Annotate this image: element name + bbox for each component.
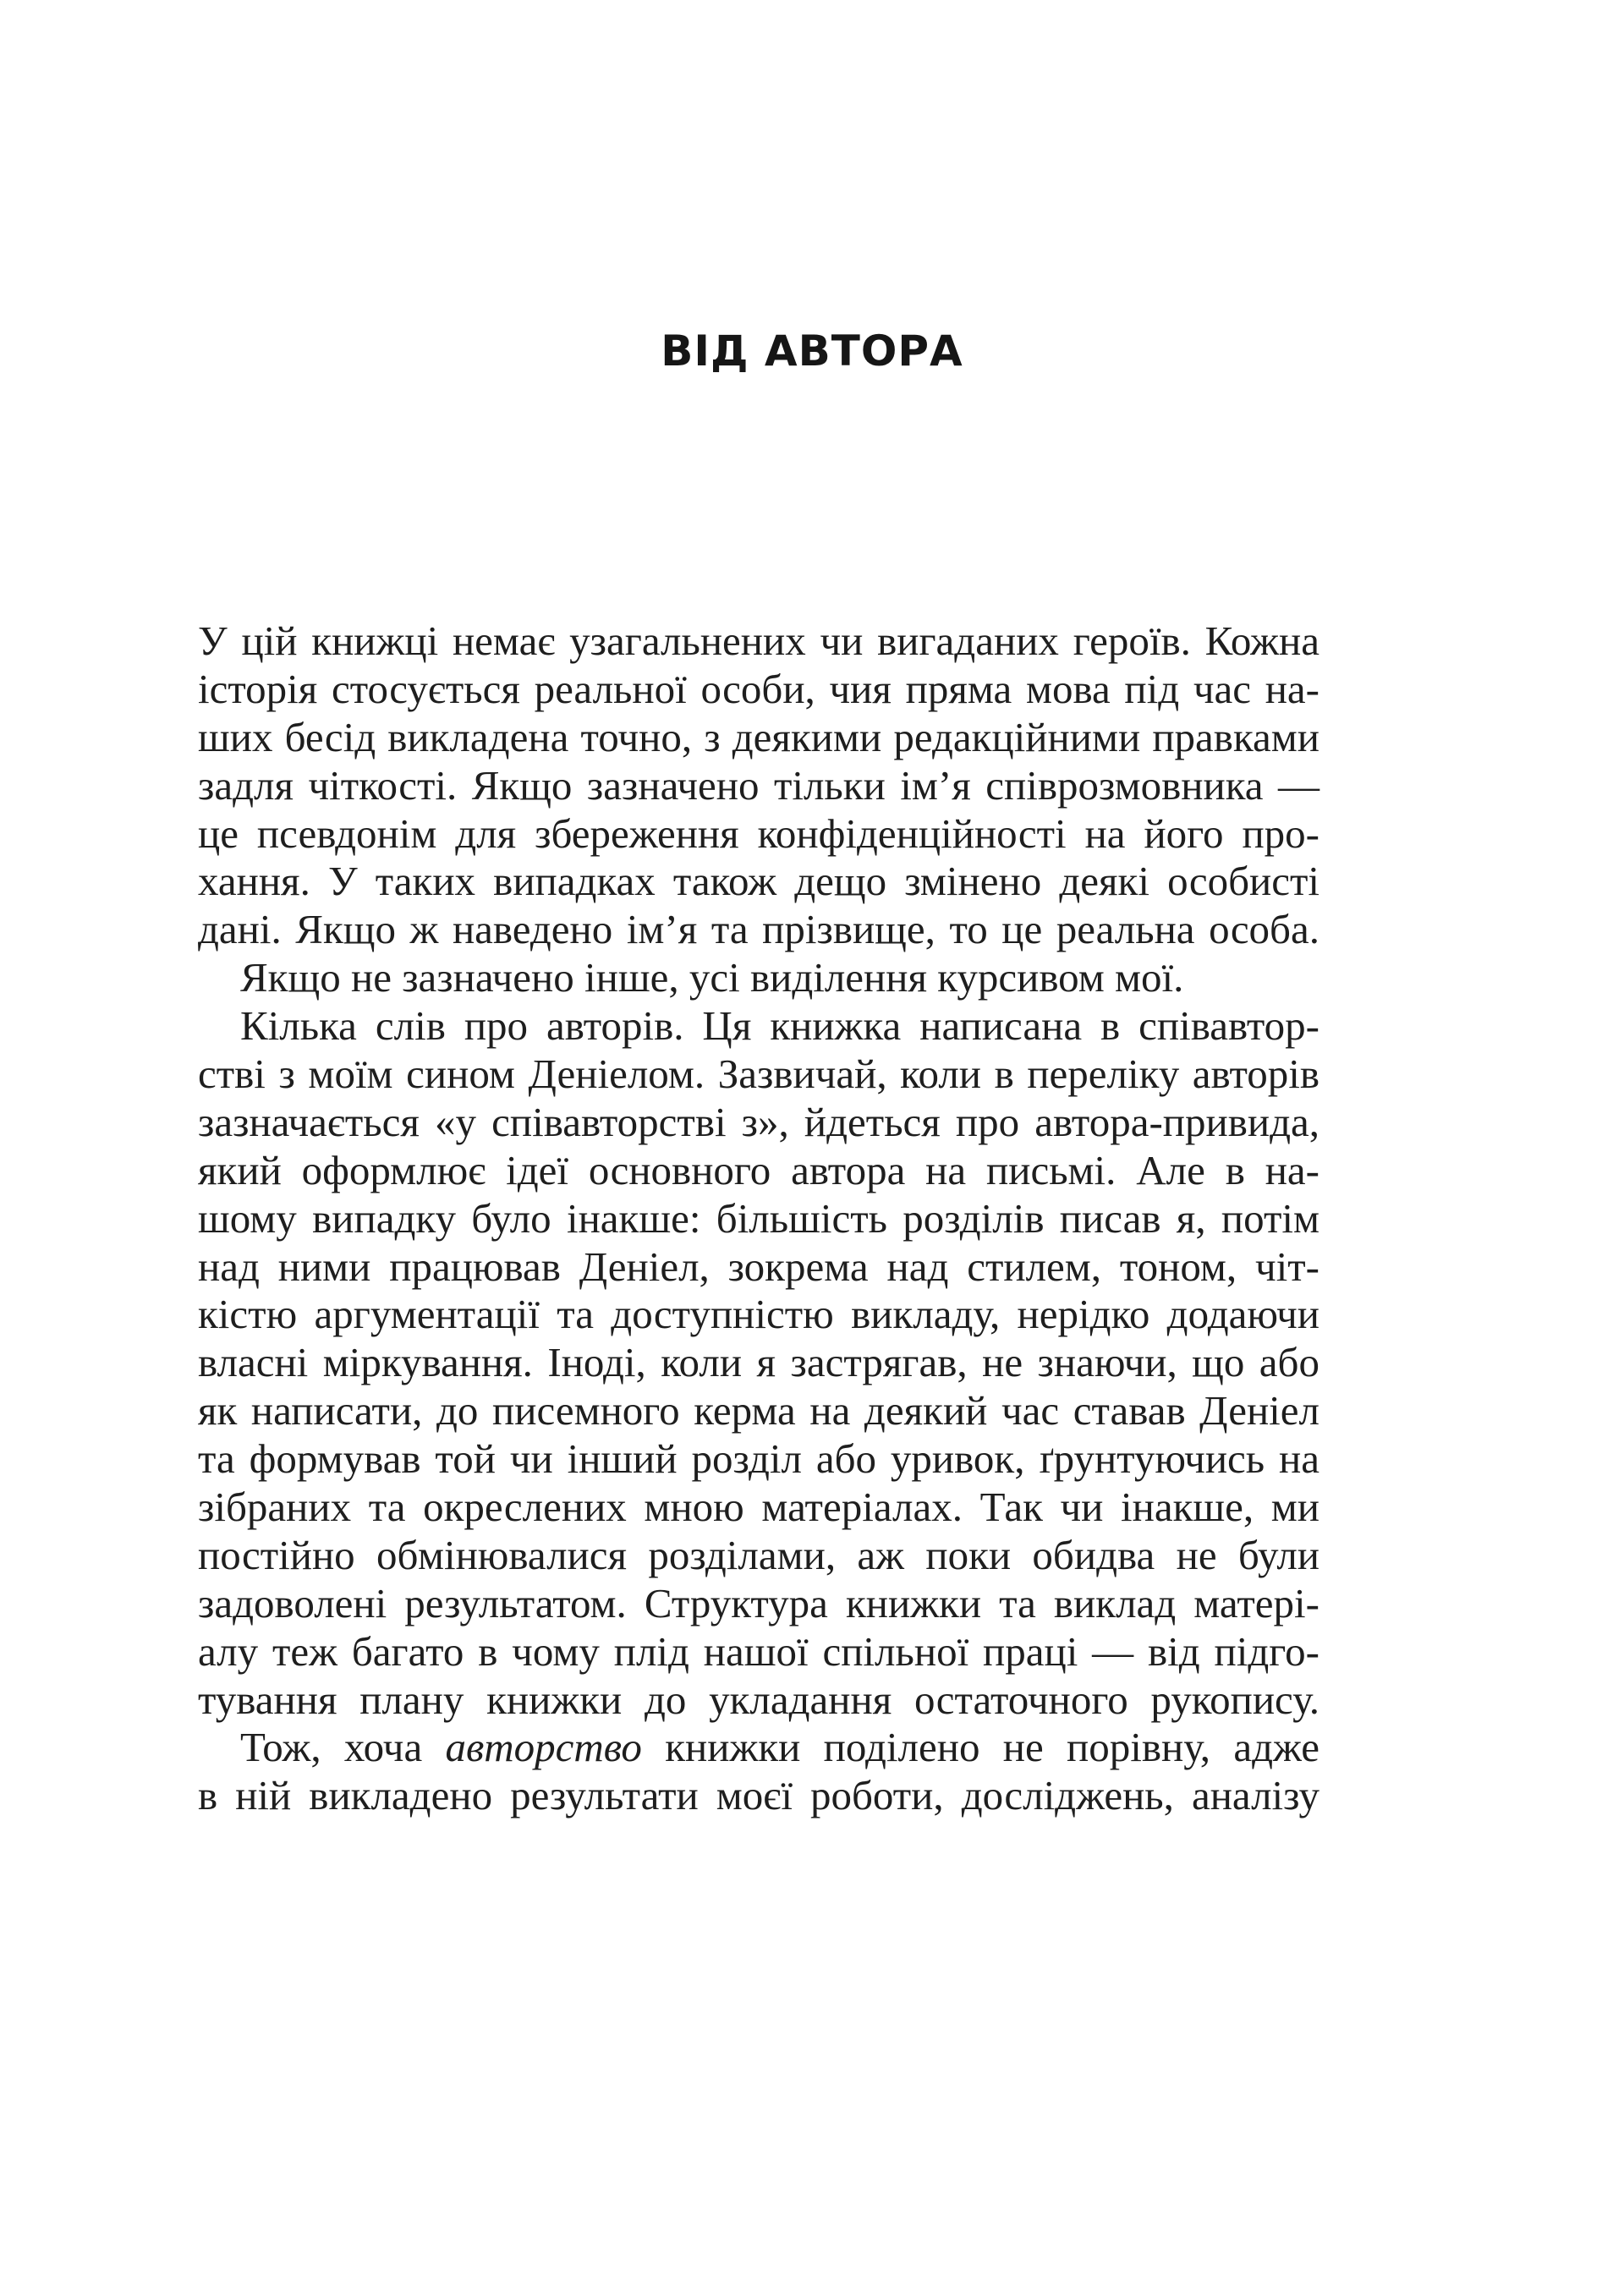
text-line: в ній викладено результати моєї роботи, досліджень, аналізу — [198, 1772, 1320, 1819]
text-line: стві з моїм сином Деніелом. Зазвичай, коли в переліку авторів — [198, 1050, 1320, 1098]
text-line: У цій книжці немає узагальнених чи вигаданих героїв. Кожна — [198, 617, 1320, 664]
text-line: алу теж багато в чому плід нашої спільної праці — від підго- — [198, 1627, 1320, 1675]
text-line: власні міркування. Іноді, коли я застрягав, не знаючи, що або — [198, 1339, 1320, 1386]
text-line: це псевдонім для збереження конфіденційності на його про- — [198, 809, 1320, 857]
text-line — [198, 1724, 1320, 1772]
text-line: та формував той чи інший розділ або уривок, ґрунтуючись на — [198, 1435, 1320, 1483]
text-line: задля чіткості. Якщо зазначено тільки ім’я співрозмовника — — [198, 761, 1320, 809]
body-text — [198, 617, 1320, 1820]
text-line: ших бесід викладена точно, з деякими редакційними правками — [198, 713, 1320, 760]
text-line: кістю аргументації та доступністю викладу, нерідко додаючи — [198, 1291, 1320, 1338]
text-line: задоволені результатом. Структура книжки та виклад матері- — [198, 1579, 1320, 1626]
text-line: як написати, до писемного керма на деякий час ставав Деніел — [198, 1387, 1320, 1434]
text-line: історія стосується реальної особи, чия пряма мова під час на- — [198, 665, 1320, 712]
chapter-heading: ВІД АВТОРА — [661, 326, 963, 376]
text-line: зазначається «у співавторстві з», йдеться про автора-привида, — [198, 1098, 1320, 1145]
text-line: зібраних та окреслених мною матеріалах. Так чи інакше, ми — [198, 1484, 1320, 1531]
text-line: хання. У таких випадках також дещо змінено деякі особисті — [198, 858, 1320, 905]
text-line: Якщо не зазначено інше, усі виділення курсивом мої. — [240, 954, 1184, 1001]
text-line: постійно обмінювалися розділами, аж поки обидва не були — [198, 1531, 1320, 1578]
text-line: дані. Якщо ж наведено ім’я та прізвище, то це реальна особа. — [198, 906, 1320, 953]
text-segment: Тож, хоча — [240, 1724, 446, 1771]
italic-word: авторство — [445, 1724, 642, 1771]
text-line: який оформлює ідеї основного автора на письмі. Але в на- — [198, 1146, 1320, 1193]
text-segment: книжки поділено не порівну, адже — [641, 1724, 1320, 1771]
text-line: шому випадку було інакше: більшість розділів писав я, потім — [198, 1194, 1320, 1242]
text-line: над ними працював Деніел, зокрема над стилем, тоном, чіт- — [198, 1242, 1320, 1290]
text-line: тування плану книжки до укладання остаточного рукопису. — [198, 1676, 1320, 1723]
text-line: Кілька слів про авторів. Ця книжка написана в співавтор- — [240, 1002, 1320, 1050]
